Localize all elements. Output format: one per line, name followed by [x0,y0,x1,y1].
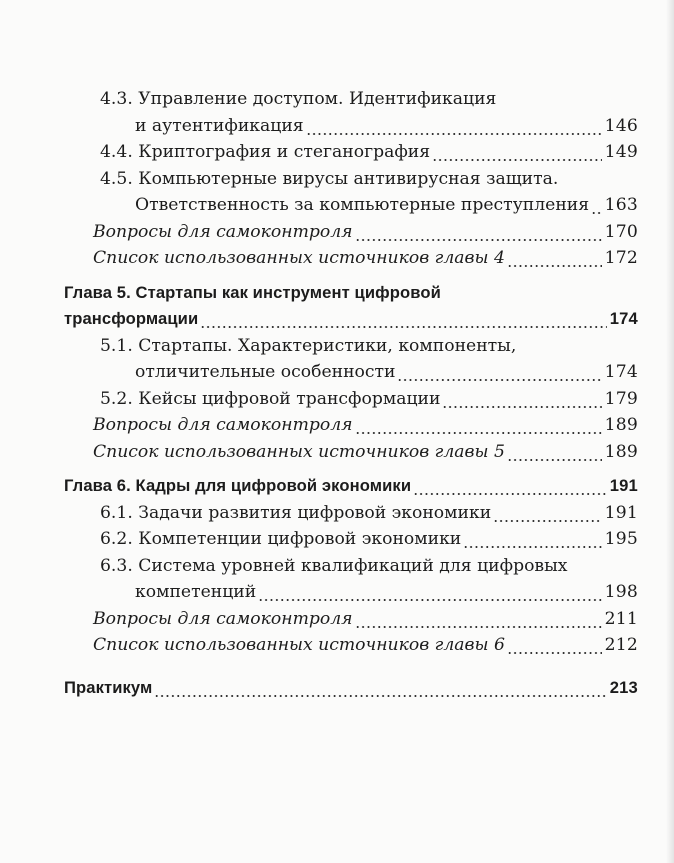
dot-leader [463,526,601,553]
entry-title: 5.1. Стартапы. Характеристики, компоненты, [100,335,517,356]
toc-entry-5-2[interactable] [64,386,638,413]
dot-leader [507,245,602,272]
page-number: 174 [604,362,638,382]
dot-leader [432,139,602,166]
chapter-title: Глава 5. Стартапы как инструмент цифровой [64,282,441,302]
entry-title: 6.1. Задачи развития цифровой экономики [100,502,492,523]
toc-entry-chapter-5[interactable] [64,280,638,333]
toc-entry-4-4[interactable] [64,139,638,166]
dot-leader [591,192,601,219]
page-number: 195 [604,529,638,549]
chapter-title-continued: трансформации [64,309,199,328]
entry-title: 4.5. Компьютерные вирусы антивирусная защита. [100,168,559,189]
entry-title: 6.2. Компетенции цифровой экономики [100,529,462,549]
page-number: 213 [609,677,638,697]
table-of-contents [64,86,638,701]
toc-entry-6-1[interactable] [64,500,638,527]
toc-entry-4-3[interactable] [64,86,638,139]
toc-entry-5-1[interactable] [64,333,638,386]
entry-title: Список использованных источников главы 5 [93,441,505,462]
entry-title: 4.3. Управление доступом. Идентификация [100,89,497,109]
dot-leader [493,500,601,527]
entry-title: 6.3. Система уровней квалификаций для цифровых [100,555,568,576]
page-edge-shadow [666,0,674,863]
entry-title-continued: компетенций [135,582,257,602]
toc-entry-questions-ch5[interactable] [64,412,638,439]
entry-title-continued: отличительные особенности [135,362,396,382]
dot-leader [200,306,606,333]
dot-leader [355,412,602,439]
chapter-title: Глава 6. Кадры для цифровой экономики [64,476,412,495]
dot-leader [507,632,602,659]
toc-entry-6-2[interactable] [64,526,638,553]
page-number: 211 [604,608,638,629]
toc-entry-questions-ch4[interactable] [64,219,638,246]
dot-leader [355,219,602,246]
dot-leader [306,113,602,140]
dot-leader [355,606,602,633]
page-number: 191 [609,476,638,495]
page-number: 189 [604,415,638,435]
entry-title-continued: и аутентификация [135,115,304,136]
dot-leader [397,359,601,386]
toc-entry-references-ch6[interactable] [64,632,638,659]
entry-title: 5.2. Кейсы цифровой трансформации [100,388,441,409]
dot-leader [413,473,607,500]
entry-title: Список использованных источников главы 6 [93,635,505,655]
toc-entry-references-ch4[interactable] [64,245,638,272]
toc-entry-4-5[interactable] [64,166,638,219]
page-number: 163 [604,195,638,215]
page-number: 146 [604,115,638,136]
dot-leader [507,439,602,466]
dot-leader [442,386,601,413]
toc-entry-chapter-6[interactable] [64,473,638,500]
entry-title-continued: Ответственность за компьютерные преступления [135,195,590,215]
toc-entry-practicum[interactable] [64,675,638,702]
page-number: 174 [609,309,638,328]
dot-leader [154,675,606,702]
entry-title: Вопросы для самоконтроля [93,415,353,435]
toc-entry-references-ch5[interactable] [64,439,638,466]
page-number: 212 [604,635,638,655]
page-number: 191 [604,502,638,523]
toc-entry-questions-ch6[interactable] [64,606,638,633]
page-number: 179 [604,388,638,409]
entry-title: Вопросы для самоконтроля [93,608,353,629]
entry-title: Вопросы для самоконтроля [93,221,353,242]
page-number: 172 [604,248,638,268]
entry-title: Список использованных источников главы 4 [93,248,505,268]
entry-title: 4.4. Криптография и стеганография [100,142,431,162]
page-number: 149 [604,142,638,162]
toc-entry-6-3[interactable] [64,553,638,606]
page-number: 189 [604,441,638,462]
chapter-title: Практикум [64,677,153,697]
page-number: 170 [604,221,638,242]
dot-leader [258,579,601,606]
page-number: 198 [604,582,638,602]
